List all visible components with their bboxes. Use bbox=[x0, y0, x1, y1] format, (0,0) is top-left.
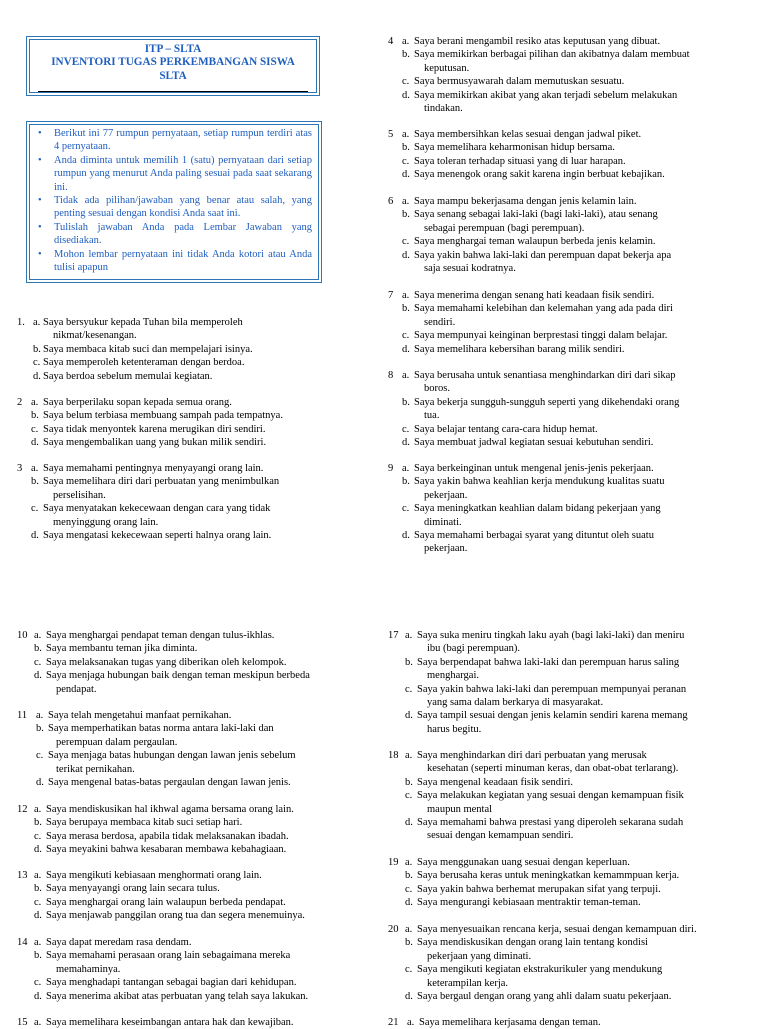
option-letter: c. bbox=[405, 683, 413, 695]
instruction-item bbox=[38, 221, 312, 248]
item-number: 13 bbox=[17, 870, 28, 881]
instruction-text: Anda diminta untuk memilih 1 (satu) pernyataan dari setiap rumpun yang menurut Anda paling sesuai pada saat sekarang ini. bbox=[54, 154, 312, 193]
option-text-continuation: tindakan. bbox=[424, 103, 463, 114]
option-letter: d. bbox=[402, 343, 410, 355]
option-letter: a. bbox=[34, 630, 42, 641]
option-text-continuation: perempuan dalam pergaulan. bbox=[56, 736, 178, 748]
option-letter: c. bbox=[402, 155, 410, 167]
option-text-continuation: diminati. bbox=[424, 516, 462, 528]
option-text: Saya memikirkan berbagai pilihan dan akibatnya dalam membuat bbox=[414, 49, 690, 61]
option-letter: b. bbox=[405, 870, 413, 882]
option-text: Saya toleran terhadap situasi yang di luar harapan. bbox=[414, 155, 626, 167]
option-text-continuation: memahaminya. bbox=[56, 963, 121, 975]
option-letter: d. bbox=[36, 777, 44, 788]
option-text: Saya merasa berdosa, apabila tidak melaksanakan ibadah. bbox=[46, 830, 289, 842]
option-text: Saya memelihara keharmonisan hidup bersama. bbox=[414, 142, 615, 154]
option-text-continuation: ibu (bagi perempuan). bbox=[427, 643, 521, 655]
option-letter: d. bbox=[405, 817, 413, 828]
item-13 bbox=[17, 936, 357, 1003]
option-text: Saya menjaga batas hubungan dengan lawan jenis sebelum bbox=[48, 750, 296, 762]
option-letter: c. bbox=[34, 830, 42, 842]
item-number: 9 bbox=[388, 463, 394, 474]
option-text-continuation: terikat pernikahan. bbox=[56, 763, 135, 775]
option-text-continuation: menghargai. bbox=[427, 670, 479, 682]
title-line-3: SLTA bbox=[159, 69, 187, 82]
title-box-inner bbox=[29, 39, 317, 93]
option-text-continuation: pekerjaan yang diminati. bbox=[427, 950, 532, 962]
option-text: Saya memelihara keseimbangan antara hak dan kewajiban. bbox=[46, 1017, 294, 1028]
option-text: Saya meningkatkan keahlian dalam bidang pekerjaan yang bbox=[414, 503, 661, 515]
option-text: Saya bermusyawarah dalam memutuskan sesuatu. bbox=[414, 76, 625, 88]
title-line-1: ITP – SLTA bbox=[144, 43, 202, 55]
item-number: 18 bbox=[388, 750, 399, 761]
title-line-2: INVENTORI TUGAS PERKEMBANGAN SISWA bbox=[51, 56, 295, 69]
option-letter: a. bbox=[36, 710, 44, 721]
item-19 bbox=[388, 1016, 748, 1029]
option-text-continuation: tua. bbox=[424, 410, 440, 422]
option-text: Saya belum terbiasa membuang sampah pada tempatnya. bbox=[43, 410, 283, 422]
option-text: Saya berani mengambil resiko atas keputusan yang dibuat. bbox=[414, 36, 661, 47]
option-text: Saya menghindarkan diri dari perbuatan yang merusak bbox=[417, 750, 647, 761]
item-number: 15 bbox=[17, 1017, 28, 1028]
item-number: 12 bbox=[17, 804, 28, 815]
item-6 bbox=[388, 289, 748, 356]
item-18 bbox=[388, 923, 748, 1003]
option-letter: a. bbox=[34, 937, 42, 948]
instructions-box-inner bbox=[29, 124, 319, 280]
item-11 bbox=[17, 803, 357, 857]
option-text: Saya berupaya membaca kitab suci setiap hari. bbox=[46, 817, 243, 829]
item-number: 20 bbox=[388, 924, 399, 935]
option-text: Saya senang sebagai laki-laki (bagi laki-laki), atau senang bbox=[414, 209, 658, 221]
option-letter: b. bbox=[33, 343, 41, 355]
option-letter: c. bbox=[402, 76, 410, 88]
bullet-icon: • bbox=[38, 221, 42, 233]
option-text: Saya mengenal batas-batas pergaulan dengan lawan jenis. bbox=[48, 777, 291, 788]
title-box bbox=[26, 36, 320, 96]
option-letter: a. bbox=[402, 463, 410, 474]
option-letter: b. bbox=[402, 476, 410, 488]
option-letter: c. bbox=[402, 423, 410, 435]
option-letter: b. bbox=[405, 656, 413, 668]
item-number: 8 bbox=[388, 370, 394, 381]
option-text: Saya mengikuti kegiatan ekstrakurikuler yang mendukung bbox=[417, 964, 663, 976]
option-text: Saya berpendapat bahwa laki-laki dan perempuan harus saling bbox=[417, 656, 680, 668]
option-text-continuation: nikmat/kesenangan. bbox=[53, 330, 137, 342]
item-number: 5 bbox=[388, 129, 394, 140]
option-letter: d. bbox=[34, 910, 42, 922]
option-text: Saya berusaha untuk senantiasa menghindarkan diri dari sikap bbox=[414, 370, 676, 381]
item-12 bbox=[17, 869, 357, 923]
item-number: 1. bbox=[17, 317, 25, 328]
item-4 bbox=[388, 128, 748, 182]
item-number: 10 bbox=[17, 630, 28, 641]
item-5 bbox=[388, 195, 748, 275]
instruction-item bbox=[38, 127, 312, 154]
option-text: Saya memelihara diri dari perbuatan yang menimbulkan bbox=[43, 476, 280, 488]
option-text-continuation: keputusan. bbox=[424, 62, 470, 74]
option-text: Saya suka meniru tingkah laku ayah (bagi laki-laki) dan meniru bbox=[417, 630, 685, 641]
option-text: Saya yakin bahwa berhemat merupakan sifat yang terpuji. bbox=[417, 883, 661, 895]
option-letter: b. bbox=[402, 396, 410, 408]
instruction-item bbox=[38, 154, 312, 194]
document-title bbox=[30, 43, 316, 83]
item-number: 7 bbox=[388, 290, 394, 301]
item-16 bbox=[388, 749, 748, 843]
option-letter: a. bbox=[34, 870, 42, 881]
item-number: 6 bbox=[388, 196, 394, 207]
instructions-list bbox=[38, 127, 312, 274]
option-text: Saya memahami bahwa prestasi yang diperoleh sekarana sudah bbox=[417, 817, 684, 828]
option-text: Saya yakin bahwa laki-laki dan perempuan dapat bekerja apa bbox=[414, 249, 672, 261]
option-text-continuation: sesuai dengan kemampuan sendiri. bbox=[427, 830, 574, 842]
bullet-icon: • bbox=[38, 195, 42, 207]
option-text: Saya memperoleh ketenteraman dengan berdoa. bbox=[43, 357, 245, 369]
option-letter: c. bbox=[402, 330, 410, 342]
item-1 bbox=[17, 396, 357, 450]
option-letter: a. bbox=[405, 857, 413, 868]
option-text-continuation: harus begitu. bbox=[427, 723, 482, 735]
bullet-icon: • bbox=[38, 248, 42, 260]
option-letter: c. bbox=[405, 883, 413, 895]
option-letter: b. bbox=[402, 303, 410, 315]
option-text: Saya membuat jadwal kegiatan sesuai kebutuhan sendiri. bbox=[414, 437, 654, 448]
option-text-continuation: sendiri. bbox=[424, 316, 456, 328]
option-letter: b. bbox=[402, 49, 410, 61]
option-text-continuation: keterampilan kerja. bbox=[427, 977, 509, 989]
item-number: 14 bbox=[17, 937, 28, 948]
option-text: Saya bersyukur kepada Tuhan bila memperoleh bbox=[43, 317, 243, 328]
option-text: Saya menjaga hubungan baik dengan teman meskipun berbeda bbox=[46, 670, 310, 682]
option-text: Saya menerima akibat atas perbuatan yang telah saya lakukan. bbox=[46, 990, 309, 1002]
option-letter: a. bbox=[34, 804, 42, 815]
option-text: Saya memahami berbagai syarat yang dituntut oleh suatu bbox=[414, 530, 654, 541]
option-text: Saya menggunakan uang sesuai dengan keperluan. bbox=[417, 857, 630, 868]
option-text-continuation: maupun mental bbox=[427, 803, 493, 815]
option-text: Saya memahami kelebihan dan kelemahan yang ada pada diri bbox=[414, 303, 673, 315]
item-number: 11 bbox=[17, 710, 28, 721]
option-letter: b. bbox=[31, 410, 39, 422]
item-2 bbox=[17, 462, 357, 542]
option-text: Saya memelihara kebersihan barang milik sendiri. bbox=[414, 343, 625, 355]
option-text: Saya bergaul dengan orang yang ahli dalam suatu pekerjaan. bbox=[417, 991, 672, 1002]
option-letter: d. bbox=[34, 990, 42, 1002]
option-text-continuation: menyinggung orang lain. bbox=[53, 516, 159, 528]
option-letter: a. bbox=[402, 129, 410, 140]
option-letter: b. bbox=[34, 883, 42, 895]
option-letter: a. bbox=[31, 397, 39, 408]
option-text: Saya menyatakan kekecewaan dengan cara yang tidak bbox=[43, 503, 271, 515]
option-letter: b. bbox=[405, 937, 413, 949]
item-number: 3 bbox=[17, 463, 23, 474]
option-text: Saya mempunyai keinginan berprestasi tinggi dalam belajar. bbox=[414, 330, 668, 342]
title-underline bbox=[38, 91, 308, 92]
option-text: Saya menjawab panggilan orang tua dan segera menemuinya. bbox=[46, 910, 305, 922]
option-text: Saya yakin bahwa keahlian kerja mendukung kualitas suatu bbox=[414, 476, 665, 488]
option-text: Saya menghargai orang lain walaupun berbeda pendapat. bbox=[46, 896, 286, 908]
option-letter: d. bbox=[402, 249, 410, 261]
option-text: Saya menengok orang sakit karena ingin berbuat kebajikan. bbox=[414, 169, 665, 181]
instructions-box bbox=[26, 121, 322, 283]
option-letter: d. bbox=[31, 530, 39, 541]
option-text: Saya membersihkan kelas sesuai dengan jadwal piket. bbox=[414, 129, 642, 140]
instruction-item bbox=[38, 248, 312, 275]
item-number: 17 bbox=[388, 630, 399, 641]
option-text: Saya mengikuti kebiasaan menghormati orang lain. bbox=[46, 870, 262, 881]
instruction-text: Mohon lembar pernyataan ini tidak Anda kotori atau Anda tulisi apapun bbox=[54, 248, 312, 274]
item-8 bbox=[388, 462, 748, 556]
option-text: Saya mendiskusikan dengan orang lain tentang kondisi bbox=[417, 937, 648, 949]
item-3 bbox=[388, 35, 748, 115]
option-text: Saya telah mengetahui manfaat pernikahan. bbox=[48, 710, 232, 721]
option-letter: b. bbox=[402, 209, 410, 221]
option-letter: d. bbox=[34, 670, 42, 682]
option-letter: d. bbox=[402, 437, 410, 448]
option-text: Saya mengenal keadaan fisik sendiri. bbox=[417, 776, 573, 788]
option-text: Saya berkeinginan untuk mengenal jenis-jenis pekerjaan. bbox=[414, 463, 654, 474]
option-letter: a. bbox=[405, 750, 413, 761]
option-letter: c. bbox=[34, 896, 42, 908]
option-text: Saya mengurangi kebiasaan mentraktir teman-teman. bbox=[417, 897, 641, 909]
option-letter: b. bbox=[34, 950, 42, 962]
item-0 bbox=[17, 316, 357, 383]
option-text: Saya memahami pentingnya menyayangi orang lain. bbox=[43, 463, 264, 474]
option-text: Saya mampu bekerjasama dengan jenis kelamin lain. bbox=[414, 196, 637, 207]
option-letter: a. bbox=[31, 463, 39, 474]
option-letter: d. bbox=[402, 89, 410, 101]
item-number: 21 bbox=[388, 1017, 399, 1028]
option-letter: d. bbox=[34, 844, 42, 856]
option-text-continuation: sebagai perempuan (bagi perempuan). bbox=[424, 222, 585, 234]
item-number: 19 bbox=[388, 857, 399, 868]
option-text: Saya membantu teman jika diminta. bbox=[46, 643, 198, 655]
option-letter: a. bbox=[402, 290, 410, 301]
option-letter: c. bbox=[34, 656, 42, 668]
option-text: Saya mendiskusikan hal ikhwal agama bersama orang lain. bbox=[46, 804, 294, 815]
option-text: Saya dapat meredam rasa dendam. bbox=[46, 937, 192, 948]
option-text: Saya memikirkan akibat yang akan terjadi sebelum melakukan bbox=[414, 89, 678, 101]
option-text: Saya menyayangi orang lain secara tulus. bbox=[46, 883, 220, 895]
instruction-text: Tidak ada pilihan/jawaban yang benar atau salah, yang penting sesuai dengan kondisi Anda saat ini. bbox=[54, 195, 312, 220]
item-14 bbox=[17, 1016, 357, 1029]
item-7 bbox=[388, 369, 748, 449]
option-text-continuation: pekerjaan. bbox=[424, 543, 468, 555]
option-letter: d. bbox=[31, 437, 39, 449]
option-text-continuation: pekerjaan. bbox=[424, 489, 468, 501]
option-text-continuation: pendapat. bbox=[56, 683, 97, 695]
option-letter: a. bbox=[405, 924, 413, 935]
option-text: Saya membaca kitab suci dan mempelajari isinya. bbox=[43, 343, 253, 355]
option-letter: a. bbox=[405, 630, 413, 641]
instruction-text: Tulislah jawaban Anda pada Lembar Jawaban yang disediakan. bbox=[54, 221, 312, 247]
option-letter: d. bbox=[33, 370, 41, 382]
option-letter: b. bbox=[36, 723, 44, 735]
option-letter: d. bbox=[405, 897, 413, 909]
option-letter: c. bbox=[405, 964, 413, 976]
item-10 bbox=[17, 709, 357, 789]
option-text: Saya mengatasi kekecewaan seperti halnya orang lain. bbox=[43, 530, 272, 541]
option-text: Saya menyesuaikan rencana kerja, sesuai dengan kemampuan diri. bbox=[417, 924, 697, 935]
option-letter: b. bbox=[402, 142, 410, 154]
item-number: 4 bbox=[388, 36, 394, 47]
option-letter: a. bbox=[402, 370, 410, 381]
option-text-continuation: boros. bbox=[424, 383, 450, 395]
option-text: Saya menghadapi tantangan sebagai bagian dari kehidupan. bbox=[46, 977, 297, 989]
item-17 bbox=[388, 856, 748, 910]
option-letter: c. bbox=[36, 750, 44, 762]
bullet-icon: • bbox=[38, 154, 42, 166]
option-text-continuation: saja sesuai kodratnya. bbox=[424, 263, 516, 274]
option-letter: a. bbox=[402, 36, 410, 47]
item-15 bbox=[388, 629, 748, 736]
option-text: Saya menghargai teman walaupun berbeda jenis kelamin. bbox=[414, 236, 656, 248]
option-letter: c. bbox=[405, 790, 413, 802]
bullet-icon: • bbox=[38, 128, 42, 139]
option-text: Saya yakin bahwa laki-laki dan perempuan mempunyai peranan bbox=[417, 683, 687, 695]
option-letter: a. bbox=[407, 1017, 415, 1028]
option-text: Saya melakukan kegiatan yang sesuai dengan kemampuan fisik bbox=[417, 790, 684, 802]
option-text: Saya memahami perasaan orang lain sebagaimana mereka bbox=[46, 950, 291, 962]
option-letter: d. bbox=[402, 169, 410, 181]
option-text: Saya memperhatikan batas norma antara laki-laki dan bbox=[48, 723, 274, 735]
option-letter: c. bbox=[31, 503, 39, 515]
option-letter: a. bbox=[402, 196, 410, 207]
instruction-text: Berikut ini 77 rumpun pernyataan, setiap rumpun terdiri atas 4 pernyataan. bbox=[54, 128, 312, 153]
option-letter: d. bbox=[402, 530, 410, 541]
option-letter: c. bbox=[402, 503, 410, 515]
option-letter: d. bbox=[405, 991, 413, 1002]
option-text: Saya melaksanakan tugas yang diberikan oleh kelompok. bbox=[46, 656, 287, 668]
option-letter: d. bbox=[405, 710, 413, 722]
option-text: Saya tampil sesuai dengan jenis kelamin sendiri karena memang bbox=[417, 710, 688, 722]
option-text: Saya berusaha keras untuk meningkatkan kemammpuan kerja. bbox=[417, 870, 680, 882]
option-text: Saya berperilaku sopan kepada semua orang. bbox=[43, 397, 232, 408]
item-number: 2 bbox=[17, 397, 23, 408]
option-text: Saya menerima dengan senang hati keadaan fisik sendiri. bbox=[414, 290, 655, 301]
option-letter: b. bbox=[405, 776, 413, 788]
option-text-continuation: perselisihan. bbox=[53, 489, 106, 501]
option-text-continuation: kesehatan (seperti minuman keras, dan obat-obat terlarang). bbox=[427, 763, 679, 775]
option-text: Saya tidak menyontek karena merugikan diri sendiri. bbox=[43, 423, 266, 435]
option-letter: a. bbox=[33, 317, 41, 328]
option-letter: b. bbox=[34, 643, 42, 655]
option-letter: b. bbox=[31, 476, 39, 488]
option-letter: b. bbox=[34, 817, 42, 829]
instruction-item bbox=[38, 194, 312, 221]
option-letter: c. bbox=[31, 423, 39, 435]
option-text: Saya memelihara kerjasama dengan teman. bbox=[419, 1017, 601, 1028]
option-letter: c. bbox=[33, 357, 41, 369]
option-letter: a. bbox=[34, 1017, 42, 1028]
option-text: Saya bekerja sungguh-sungguh seperti yang dikehendaki orang bbox=[414, 396, 680, 408]
option-text: Saya berdoa sebelum memulai kegiatan. bbox=[43, 370, 213, 382]
option-text: Saya belajar tentang cara-cara hidup hemat. bbox=[414, 423, 598, 435]
item-9 bbox=[17, 629, 357, 696]
option-letter: c. bbox=[34, 977, 42, 989]
option-text: Saya meyakini bahwa kesabaran membawa kebahagiaan. bbox=[46, 844, 287, 856]
option-text-continuation: yang sama dalam berkarya di masyarakat. bbox=[427, 697, 604, 708]
option-text: Saya menghargai pendapat teman dengan tulus-ikhlas. bbox=[46, 630, 275, 641]
option-text: Saya mengembalikan uang yang bukan milik sendiri. bbox=[43, 437, 267, 449]
option-letter: c. bbox=[402, 236, 410, 248]
